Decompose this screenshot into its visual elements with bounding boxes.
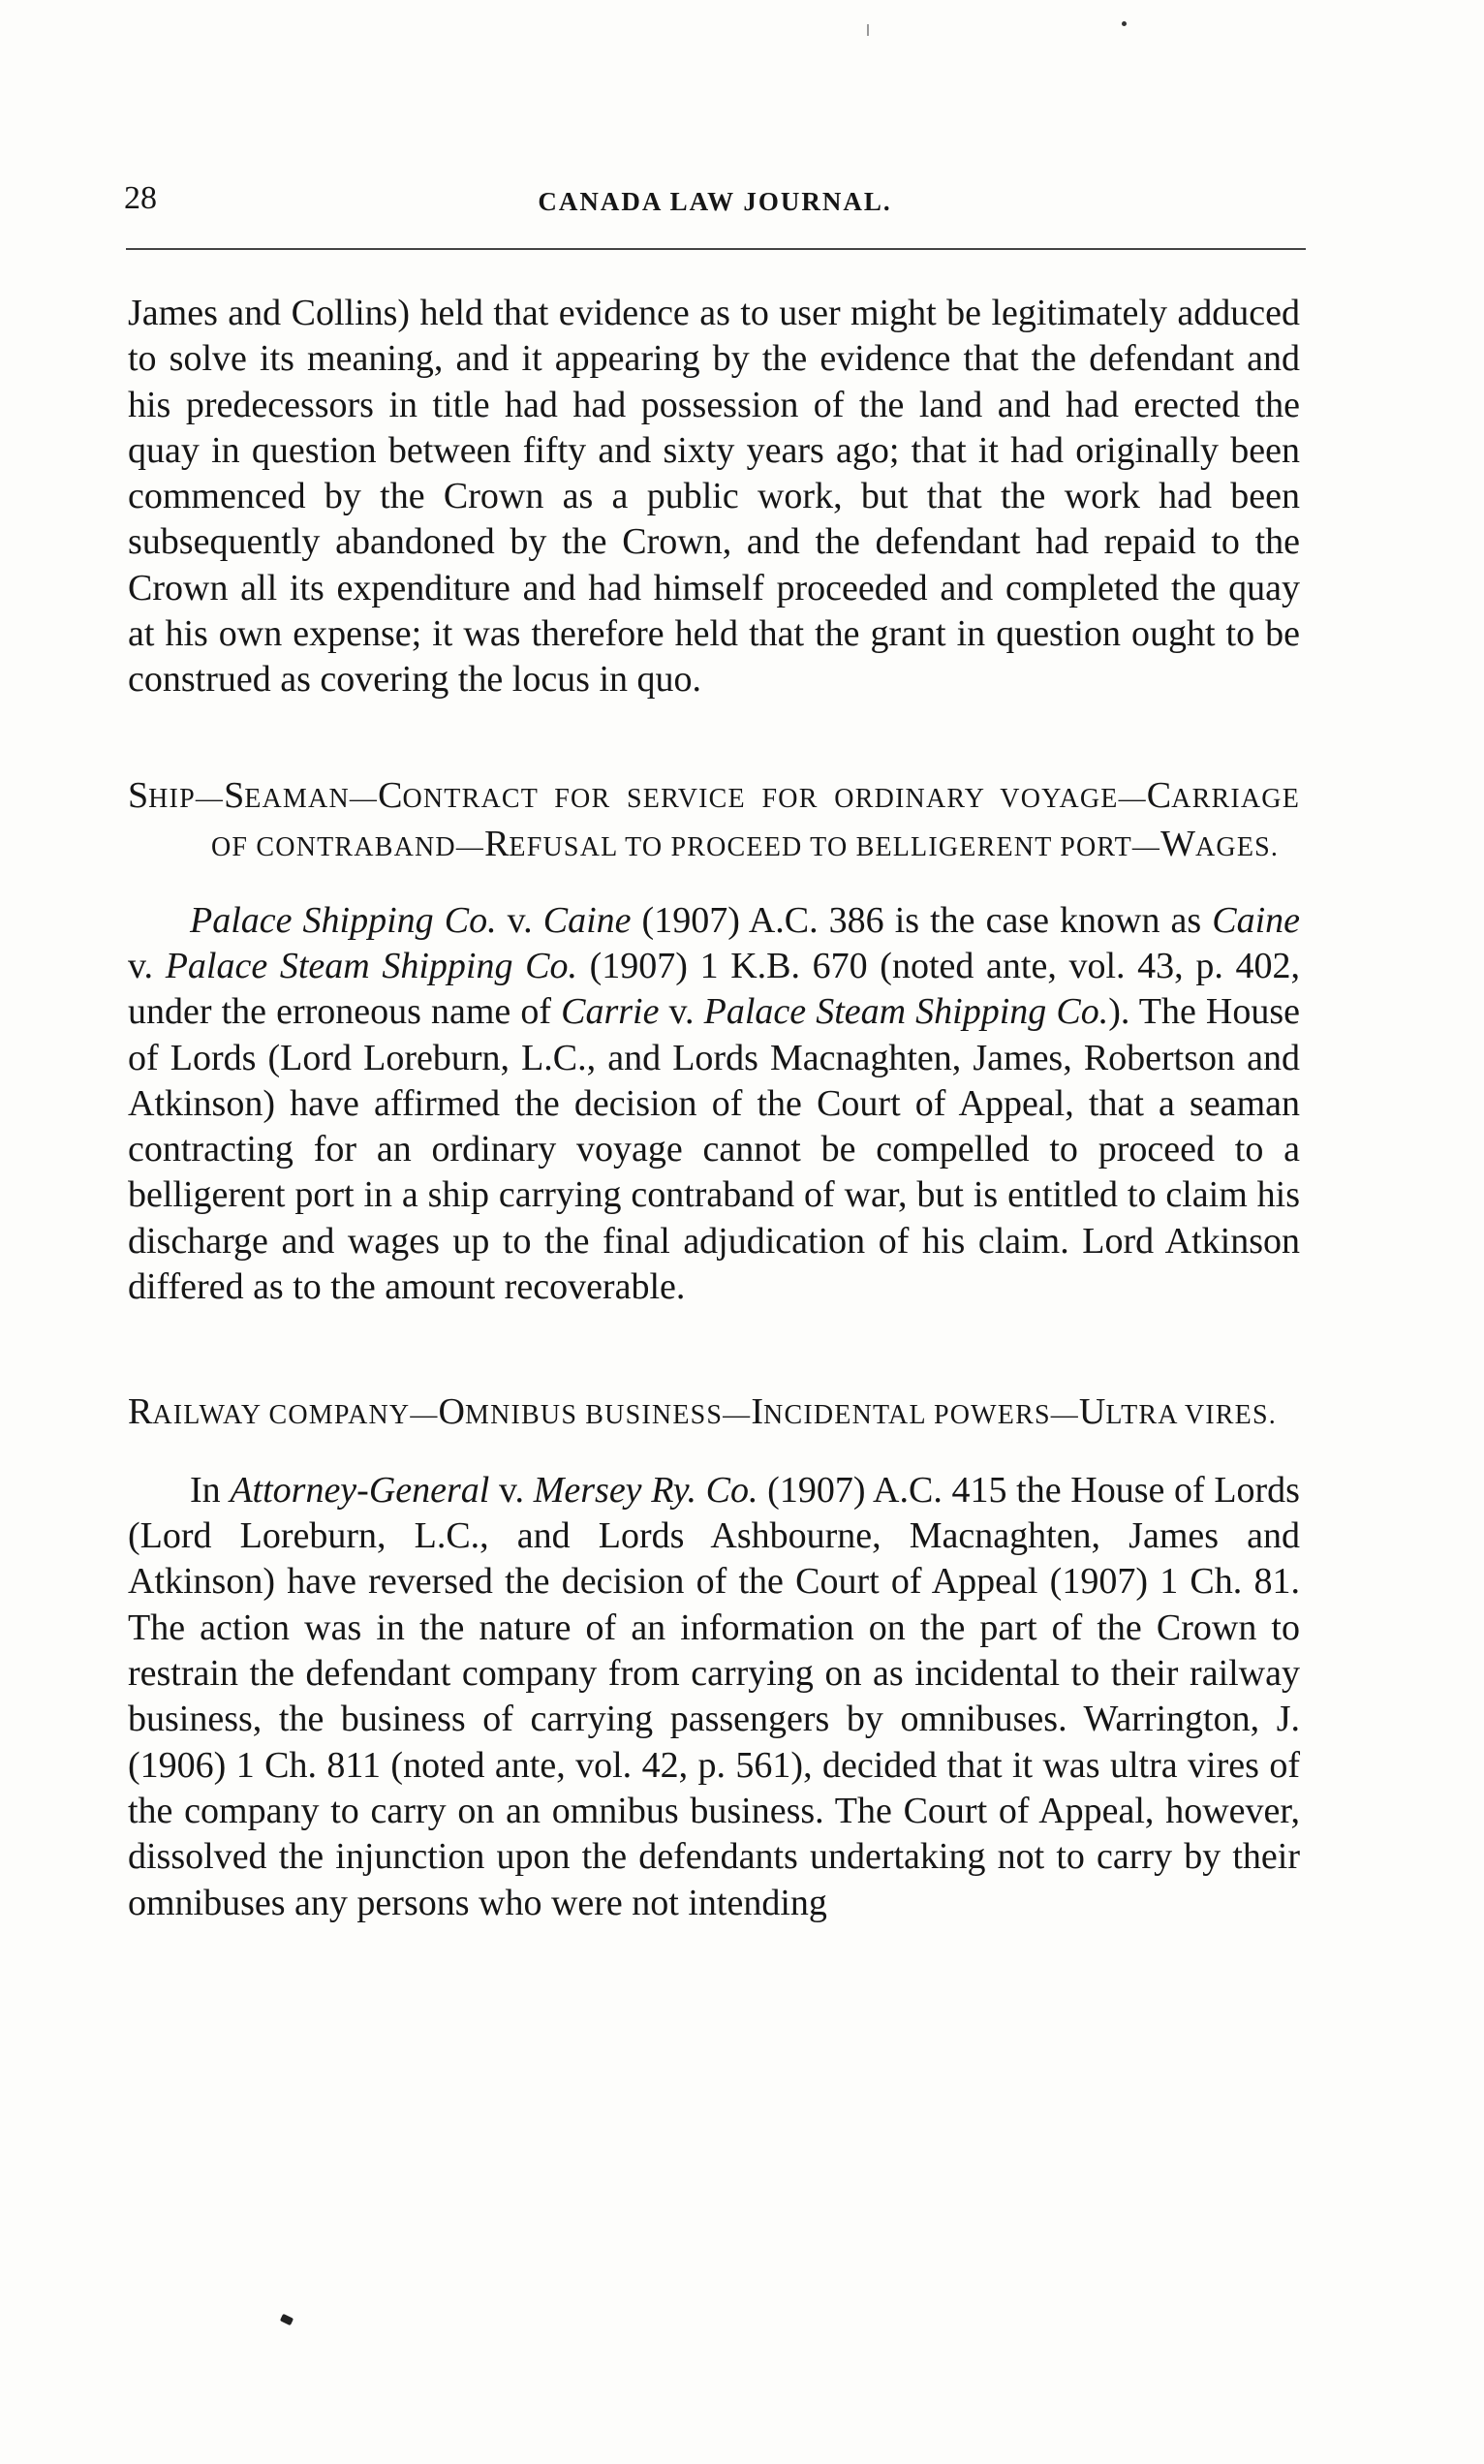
page-header [124, 179, 1306, 228]
text-run: v. [496, 899, 543, 941]
italic-run: Mersey Ry. Co. [533, 1469, 758, 1511]
paragraph: James and Collins) held that evidence as to user might be legitimately adduced to solve its meaning, and it appearing by the evidence that the defendant and his predecessors in title had had possession of the land and had erected the quay in question between fifty and sixty years ago; that it had originally been commenced by the Crown as a public work, but that the work had been subsequently abandoned by the Crown, and the defendant had repaid to the Crown all its expenditure and had himself proceeded and completed the quay at his own expense; it was therefore held that the grant in question ought to be construed as covering the locus in quo. [128, 293, 1300, 701]
page-number: 28 [124, 180, 157, 216]
text-run: EAMAN— [244, 783, 379, 814]
text-run: (1907) A.C. 415 the House of Lords (Lord Loreburn, L.C., and Lords Ashbourne, Macnaghten, James and Atkinson) have reversed the decision of the Court of Appeal (1907) 1 Ch. 81. The action was in the nature of an information on the part of the Crown to restrain the defendant company from carrying on as incidental to their railway business, the business of carrying passengers by omnibuses. Warrington, J. (1906) 1 Ch. 811 (noted ante, vol. 42, p. 561), decided that it was ultra vires of the company to carry on an omnibus business. The Court of Appeal, however, dissolved the injunction upon the defendants undertaking not to carry by their omnibuses any persons who were not intending [128, 1469, 1300, 1923]
text-run: R [128, 1391, 153, 1433]
text-run: In [190, 1469, 231, 1511]
text-run: S [224, 774, 245, 816]
text-run: v. [489, 1469, 534, 1511]
text-run: AGES. [1194, 832, 1280, 863]
text-run: AILWAY COMPANY— [152, 1400, 439, 1431]
text-run: (1907) 1 K.B. 670 (noted ante, vol. 43, p. 402, under the erroneous name of [128, 945, 1300, 1033]
text-run: NCIDENTAL POWERS— [763, 1400, 1079, 1431]
section-heading [128, 773, 1300, 871]
header-rule [126, 248, 1306, 250]
body-text [128, 291, 1300, 1926]
text-run: S [128, 774, 149, 816]
ink-mark [280, 2314, 294, 2325]
text-run: R [484, 824, 510, 865]
text-run: ). The House of Lords (Lord Loreburn, L.C., and Lords Macnaghten, James, Robertson and Atkinson) have affirmed the decision of the Court of Appeal, that a seaman contracting for an ordinary voyage cannot be compelled to proceed to a belligerent port in a ship carrying contraband of war, but is entitled to claim his discharge and wages up to the final adjudication of his claim. Lord Atkinson differed as to the amount recoverable. [128, 991, 1300, 1308]
text-run: (1907) A.C. 386 is the case known as [631, 899, 1213, 941]
text-run: C [1146, 774, 1172, 816]
text-run: ONTRACT FOR SERVICE FOR ORDINARY VOYAGE— [402, 783, 1147, 814]
text-run: ARRIAGE OF CONTRABAND— [211, 783, 1300, 863]
text-run: HIP— [148, 783, 225, 814]
paragraph [128, 1468, 1300, 1926]
text-run: W [1160, 824, 1195, 865]
italic-run: Carrie [561, 991, 660, 1033]
text-run: MNIBUS BUSINESS— [465, 1400, 752, 1431]
italic-run: Attorney-General [230, 1469, 490, 1511]
text-run: LTRA VIRES. [1105, 1400, 1277, 1431]
running-head: CANADA LAW JOURNAL. [538, 187, 892, 216]
text-run: O [438, 1391, 465, 1433]
paragraph [128, 898, 1300, 1311]
italic-run: Palace Steam Shipping Co. [703, 991, 1109, 1033]
section-heading [128, 1389, 1300, 1439]
text-run: v. [659, 991, 704, 1033]
text-run: U [1078, 1391, 1106, 1433]
italic-run: Palace Steam Shipping Co. [165, 945, 577, 986]
italic-run: Palace Shipping Co. [190, 899, 497, 941]
text-run: I [751, 1391, 764, 1433]
text-run: EFUSAL TO PROCEED TO BELLIGERENT PORT— [509, 832, 1161, 863]
text-run: C [378, 774, 403, 816]
italic-run: Caine [542, 899, 632, 941]
italic-run: Caine [1212, 899, 1300, 941]
text-run: v. [128, 945, 166, 986]
speck-mark [867, 24, 869, 36]
speck-mark [1122, 21, 1127, 26]
